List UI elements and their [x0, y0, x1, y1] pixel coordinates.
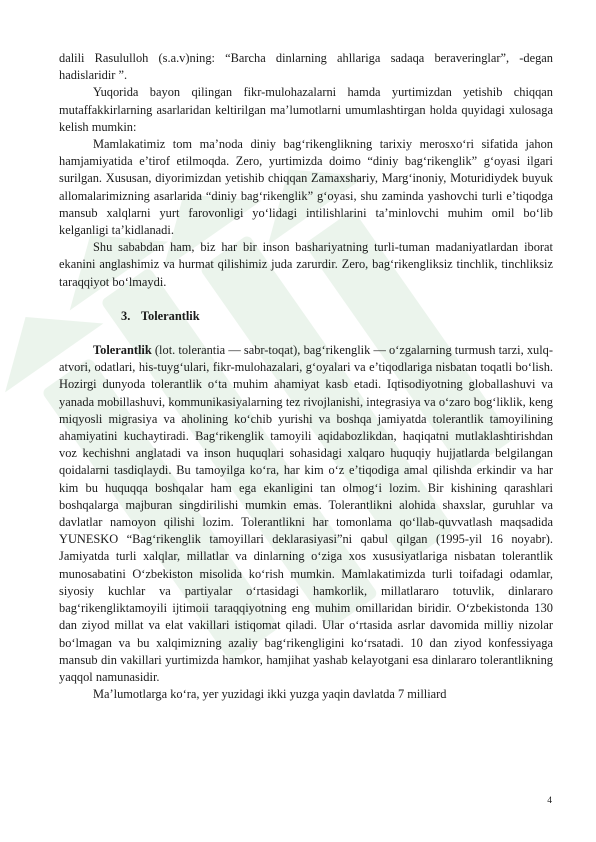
paragraph-tolerantlik-text: (lot. tolerantia — sabr-toqat), bag‘rikenglik — o‘zgalarning turmush tarzi, xulq-atvori, odatlari, his-tuyg‘ulari, fikr-mulohazalari, g‘oyalari va e’tiqodlariga nisbatan toqatli bo‘lish. Hozirgi dunyoda tolerantlik o‘ta muhim ahamiyat kasb etadi. Iqtisodiyotning globallashuvi va yanada mobillashuvi, kommunikasiyalarning tez rivojlanishi, integrasiya va o‘zaro bog‘liklik, keng miqyosli migrasiya va aholining ko‘chib yurishi va boshqa jamiyatda tolerantlik tamoyilining ahamiyatini kuchaytiradi. Bag‘rikenglik tamoyili aqidabozlikdan, haqiqatni mutlaklashtirishdan voz kechishni anglatadi va inson huquqlari sohasidagi xalqaro huquqiy hujjatlarda belgilangan qoidalarni tasdiqlaydi. Bu tamoyilga ko‘ra, har kim o‘z e’tiqodiga amal qilishda erkindir va har kim bu huquqqa boshqalar ham ega ekanligini tan olmog‘i lozim. Bir kishining qarashlari boshqalarga majburan singdirilishi mumkin emas. Tolerantlikni alohida shaxslar, guruhlar va davlatlar namoyon qilishi lozim. Tolerantlikni har tomonlama qo‘llab-quvvatlash maqsadida YUNESKO “Bag‘rikenglik tamoyillari deklarasiyasi”ni qabul qilgan (1995-yil 16 noyabr). Jamiyatda turli xalqlar, millatlar va dinlarning o‘ziga xos xususiyatlariga nisbatan tolerantlik munosabatini O‘zbekiston misolida ko‘rish mumkin. Mamlakatimizda turli toifadagi odamlar, siyosiy kuchlar va partiyalar o‘rtasidagi hamkorlik, millatlararo totuvlik, dinlararo bag‘rikengliktamoyili ijtimoii taraqqiyotning eng muhim omillaridan biridir. O‘zbekistonda 130 dan ziyod millat va elat vakillari istiqomat qiladi. Ular o‘rtasida asrlar davomida milliy nizolar bo‘lmagan va bu xalqimizning azaliy bag‘rikengligini ko‘rsatadi. 10 dan ziyod konfessiyaga mansub din vakillari yurtimizda hamkor, hamjihat yashab kelayotgani esa dinlararo tolerantlikning yaqqol namunasidir.	[59, 343, 553, 684]
paragraph-1: dalili Rasululloh (s.a.v)ning: “Barcha dinlarning ahllariga sadaqa beraveringlar”, -degan hadislaridir ”.	[59, 51, 553, 83]
document-body	[59, 50, 553, 703]
paragraph-4: Shu sababdan ham, biz har bir inson bashariyatning turli-tuman madaniyatlardan iborat ekanini anglashimiz va hurmat qilishimiz juda zarurdir. Zero, bag‘rikengliksiz tinchlik, tinchliksiz taraqqiyot bo‘lmaydi.	[59, 240, 553, 289]
section-number: 3.	[121, 308, 131, 323]
paragraph-tolerantlik	[59, 342, 553, 686]
paragraph-3: Mamlakatimiz tom ma’noda diniy bag‘rikenglikning tarixiy merosxo‘ri sifatida jahon hamjamiyatida e’tirof etilmoqda. Zero, yurtimizda doimo “diniy bag‘rikenglik” g‘oyasi ilgari surilgan. Xususan, diyorimizdan yetishib chiqqan Zamaxshariy, Marg‘inoniy, Moturidiydek buyuk allomalarimizning asarlarida “diniy bag‘rikenglik” g‘oyasi, shu zaminda yashovchi turli e’tiqodga mansub xalqlarni yurt farovonligi yo‘lidagi intilishlarini ta’minlovchi muhim omil bo‘lib kelganligi ta’kidlanadi.	[59, 137, 553, 238]
paragraph-last: Ma’lumotlarga ko‘ra, yer yuzidagi ikki yuzga yaqin davlatda 7 milliard	[93, 687, 447, 702]
section-heading	[59, 308, 553, 325]
paragraph-2: Yuqorida bayon qilingan fikr-mulohazalarni hamda yurtimizdan yetishib chiqqan mutaffakkirlarning asarlaridan keltirilgan ma’lumotlarni umumlashtirgan holda quyidagi xulosaga kelish mumkin:	[59, 85, 553, 134]
term-tolerantlik: Tolerantlik	[93, 343, 152, 358]
section-title: Tolerantlik	[140, 308, 200, 323]
page-number: 4	[547, 796, 552, 806]
